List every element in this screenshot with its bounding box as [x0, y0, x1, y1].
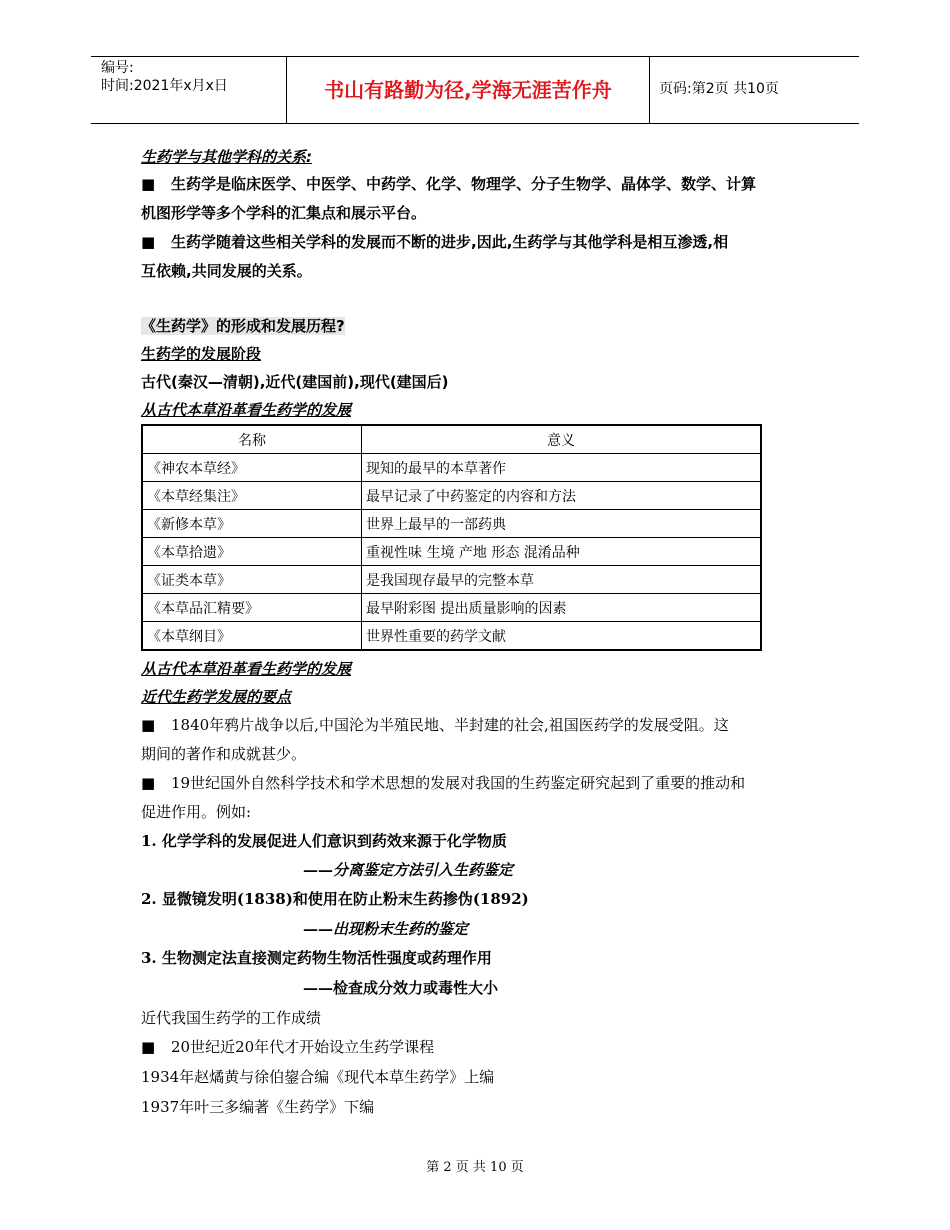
header-meta	[101, 59, 286, 95]
table-header-row	[142, 425, 761, 454]
table-cell-name: 《新修本草》	[142, 510, 362, 538]
bullet-icon: ■	[141, 175, 156, 193]
bencao-table	[141, 424, 762, 651]
bullet-icon: ■	[141, 233, 156, 251]
table-row	[142, 454, 761, 482]
header-motto: 书山有路勤为径,学海无涯苦作舟	[324, 78, 612, 102]
header-divider	[649, 57, 650, 123]
table-row	[142, 566, 761, 594]
table-cell-meaning: 世界上最早的一部药典	[362, 510, 762, 538]
bullet-icon: ■	[141, 774, 156, 792]
bullet-icon: ■	[141, 1038, 156, 1056]
stages-text: 古代(秦汉—清朝),近代(建国前),现代(建国后)	[141, 373, 449, 391]
table-cell-meaning: 是我国现存最早的完整本草	[362, 566, 762, 594]
relation-paragraph-1: ■ 生药学是临床医学、中医学、中药学、化学、物理学、分子生物学、晶体学、数学、计算	[141, 175, 757, 193]
list-item-2: 2. 显微镜发明(1838)和使用在防止粉末生药掺伪(1892)	[141, 890, 529, 908]
history-question: 《生药学》的形成和发展历程?	[141, 317, 345, 335]
time-label: 时间:2021年x月x日	[101, 78, 228, 94]
modern-heading: 近代生药学发展的要点	[141, 688, 292, 706]
table-cell-name: 《本草经集注》	[142, 482, 362, 510]
list-item-1-sub: ——分离鉴定方法引入生药鉴定	[303, 861, 514, 879]
table-row	[142, 622, 761, 651]
table-cell-meaning: 现知的最早的本草著作	[362, 454, 762, 482]
stages-heading: 生药学的发展阶段	[141, 345, 262, 363]
table-cell-name: 《本草拾遗》	[142, 538, 362, 566]
modern-paragraph-1: ■ 1840年鸦片战争以后,中国沦为半殖民地、半封建的社会,祖国医药学的发展受阻。这	[141, 716, 729, 734]
table-row	[142, 482, 761, 510]
number-label: 编号:	[101, 60, 134, 76]
modern-paragraph-1-cont: 期间的著作和成就甚少。	[141, 745, 307, 763]
header-page-info: 页码:第2页 共10页	[659, 81, 779, 97]
achievement-item-1: ■ 20世纪近20年代才开始设立生药学课程	[141, 1038, 435, 1056]
list-item-3-sub: ——检查成分效力或毒性大小	[303, 979, 499, 997]
relation-paragraph-2: ■ 生药学随着这些相关学科的发展而不断的进步,因此,生药学与其他学科是相互渗透,相	[141, 233, 729, 251]
table-cell-meaning: 最早记录了中药鉴定的内容和方法	[362, 482, 762, 510]
achievements-heading: 近代我国生药学的工作成绩	[141, 1009, 322, 1027]
table-header-meaning: 意义	[362, 425, 762, 454]
relation-paragraph-1-cont: 机图形学等多个学科的汇集点和展示平台。	[141, 204, 427, 222]
table-row	[142, 510, 761, 538]
table-cell-name: 《本草品汇精要》	[142, 594, 362, 622]
table-row	[142, 594, 761, 622]
relation-paragraph-2-cont: 互依赖,共同发展的关系。	[141, 262, 312, 280]
table-cell-meaning: 世界性重要的药学文献	[362, 622, 762, 651]
bencao-heading-repeat: 从古代本草沿革看生药学的发展	[141, 660, 352, 678]
table-cell-meaning: 重视性味 生境 产地 形态 混淆品种	[362, 538, 762, 566]
table-cell-meaning: 最早附彩图 提出质量影响的因素	[362, 594, 762, 622]
modern-paragraph-2-cont: 促进作用。例如:	[141, 803, 252, 821]
relation-heading: 生药学与其他学科的关系:	[141, 148, 312, 166]
modern-paragraph-2: ■ 19世纪国外自然科学技术和学术思想的发展对我国的生药鉴定研究起到了重要的推动和	[141, 774, 746, 792]
page-header	[91, 56, 859, 124]
table-cell-name: 《本草纲目》	[142, 622, 362, 651]
achievement-item-3: 1937年叶三多编著《生药学》下编	[141, 1098, 375, 1116]
page-footer: 第 2 页 共 10 页	[426, 1160, 524, 1175]
table-cell-name: 《证类本草》	[142, 566, 362, 594]
table-row	[142, 538, 761, 566]
achievement-item-2: 1934年赵燏黄与徐伯鋆合编《现代本草生药学》上编	[141, 1068, 495, 1086]
list-item-3: 3. 生物测定法直接测定药物生物活性强度或药理作用	[141, 949, 492, 967]
table-header-name: 名称	[142, 425, 362, 454]
table-cell-name: 《神农本草经》	[142, 454, 362, 482]
list-item-2-sub: ——出现粉末生药的鉴定	[303, 920, 469, 938]
bullet-icon: ■	[141, 716, 156, 734]
bencao-heading: 从古代本草沿革看生药学的发展	[141, 401, 352, 419]
list-item-1: 1. 化学学科的发展促进人们意识到药效来源于化学物质	[141, 832, 507, 850]
